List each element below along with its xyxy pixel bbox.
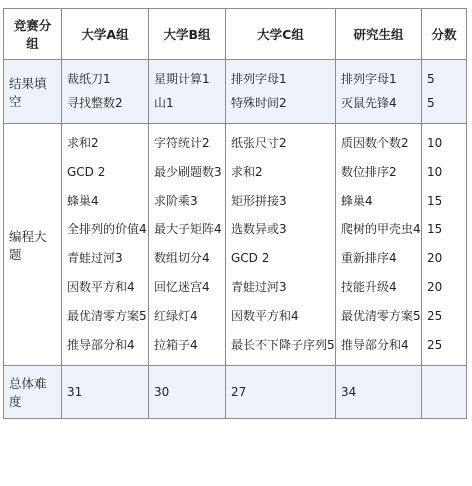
problem-item: 最优清零方案5 bbox=[341, 308, 421, 323]
header-score: 分数 bbox=[422, 9, 467, 60]
problem-item: 字符统计2 bbox=[154, 136, 210, 150]
problem-item: 技能升级4 bbox=[341, 279, 397, 294]
cell-fill-graduate bbox=[336, 60, 422, 124]
header-row bbox=[4, 9, 467, 60]
problem-item: 全排列的价值4 bbox=[67, 222, 147, 237]
problem-item: 数组切分4 bbox=[154, 251, 210, 266]
problem-item: 最长不下降子序列5 bbox=[231, 337, 335, 352]
problem-item: 蜂巢4 bbox=[341, 193, 373, 208]
score-item: 25 bbox=[427, 308, 443, 323]
problem-item: 裁纸刀1 bbox=[67, 72, 111, 86]
problem-item: 求阶乘3 bbox=[154, 193, 198, 208]
cell-prog-univ-c bbox=[226, 124, 336, 366]
problem-item: 求和2 bbox=[231, 164, 263, 179]
competition-table bbox=[3, 8, 467, 419]
problem-item: 纸张尺寸2 bbox=[231, 136, 287, 150]
problem-item: 数位排序2 bbox=[341, 164, 397, 179]
score-item: 25 bbox=[427, 337, 443, 352]
problem-item: 最优清零方案5 bbox=[67, 308, 147, 323]
cell-prog-univ-b bbox=[149, 124, 226, 366]
header-univ-a: 大学A组 bbox=[62, 9, 149, 60]
problem-item: 因数平方和4 bbox=[67, 279, 135, 294]
problem-item: 质因数个数2 bbox=[341, 136, 409, 150]
problem-item: 因数平方和4 bbox=[231, 308, 299, 323]
problem-item: 求和2 bbox=[67, 136, 99, 150]
row-programming bbox=[4, 124, 467, 366]
problem-item: 拉箱子4 bbox=[154, 337, 198, 352]
difficulty-univ-b: 30 bbox=[149, 366, 226, 419]
problem-item: GCD 2 bbox=[67, 164, 106, 179]
problem-item: 星期计算1 bbox=[154, 72, 210, 86]
row-difficulty bbox=[4, 366, 467, 419]
problem-item: 青蛙过河3 bbox=[231, 279, 287, 294]
cell-prog-univ-a bbox=[62, 124, 149, 366]
header-univ-c: 大学C组 bbox=[226, 9, 336, 60]
score-item: 10 bbox=[427, 136, 443, 150]
problem-item: 爬树的甲壳虫4 bbox=[341, 222, 421, 237]
score-item: 15 bbox=[427, 193, 443, 208]
row-fill-in bbox=[4, 60, 467, 124]
problem-item: 回忆迷宫4 bbox=[154, 279, 210, 294]
cell-prog-graduate bbox=[336, 124, 422, 366]
problem-item: 最少刷题数3 bbox=[154, 164, 222, 179]
problem-item: 矩形拼接3 bbox=[231, 193, 287, 208]
problem-item: GCD 2 bbox=[231, 251, 270, 266]
problem-item: 推导部分和4 bbox=[341, 337, 409, 352]
row-label-programming: 编程大题 bbox=[4, 124, 62, 366]
score-item: 10 bbox=[427, 164, 443, 179]
row-label-fill-in: 结果填空 bbox=[4, 60, 62, 124]
cell-fill-univ-a bbox=[62, 60, 149, 124]
problem-item: 青蛙过河3 bbox=[67, 251, 123, 266]
problem-item: 灭鼠先锋4 bbox=[341, 96, 397, 110]
problem-item: 推导部分和4 bbox=[67, 337, 135, 352]
problem-item: 寻找整数2 bbox=[67, 96, 123, 110]
problem-item: 选数异或3 bbox=[231, 222, 287, 237]
cell-prog-score bbox=[422, 124, 467, 366]
cell-fill-univ-c bbox=[226, 60, 336, 124]
difficulty-univ-c: 27 bbox=[226, 366, 336, 419]
problem-item: 山1 bbox=[154, 96, 174, 110]
score-item: 20 bbox=[427, 279, 443, 294]
problem-item: 排列字母1 bbox=[231, 72, 287, 86]
cell-fill-score bbox=[422, 60, 467, 124]
cell-fill-univ-b bbox=[149, 60, 226, 124]
score-item: 15 bbox=[427, 222, 443, 237]
difficulty-univ-a: 31 bbox=[62, 366, 149, 419]
difficulty-score bbox=[422, 366, 467, 419]
problem-item: 最大子矩阵4 bbox=[154, 222, 222, 237]
header-univ-b: 大学B组 bbox=[149, 9, 226, 60]
header-graduate: 研究生组 bbox=[336, 9, 422, 60]
problem-item: 蜂巢4 bbox=[67, 193, 99, 208]
difficulty-graduate: 34 bbox=[336, 366, 422, 419]
problem-item: 重新排序4 bbox=[341, 251, 397, 266]
score-item: 5 bbox=[427, 96, 435, 110]
header-group: 竞赛分组 bbox=[4, 9, 62, 60]
problem-item: 红绿灯4 bbox=[154, 308, 198, 323]
score-item: 5 bbox=[427, 72, 435, 86]
row-label-difficulty: 总体难度 bbox=[4, 366, 62, 419]
problem-item: 排列字母1 bbox=[341, 72, 397, 86]
problem-item: 特殊时间2 bbox=[231, 96, 287, 110]
score-item: 20 bbox=[427, 251, 443, 266]
